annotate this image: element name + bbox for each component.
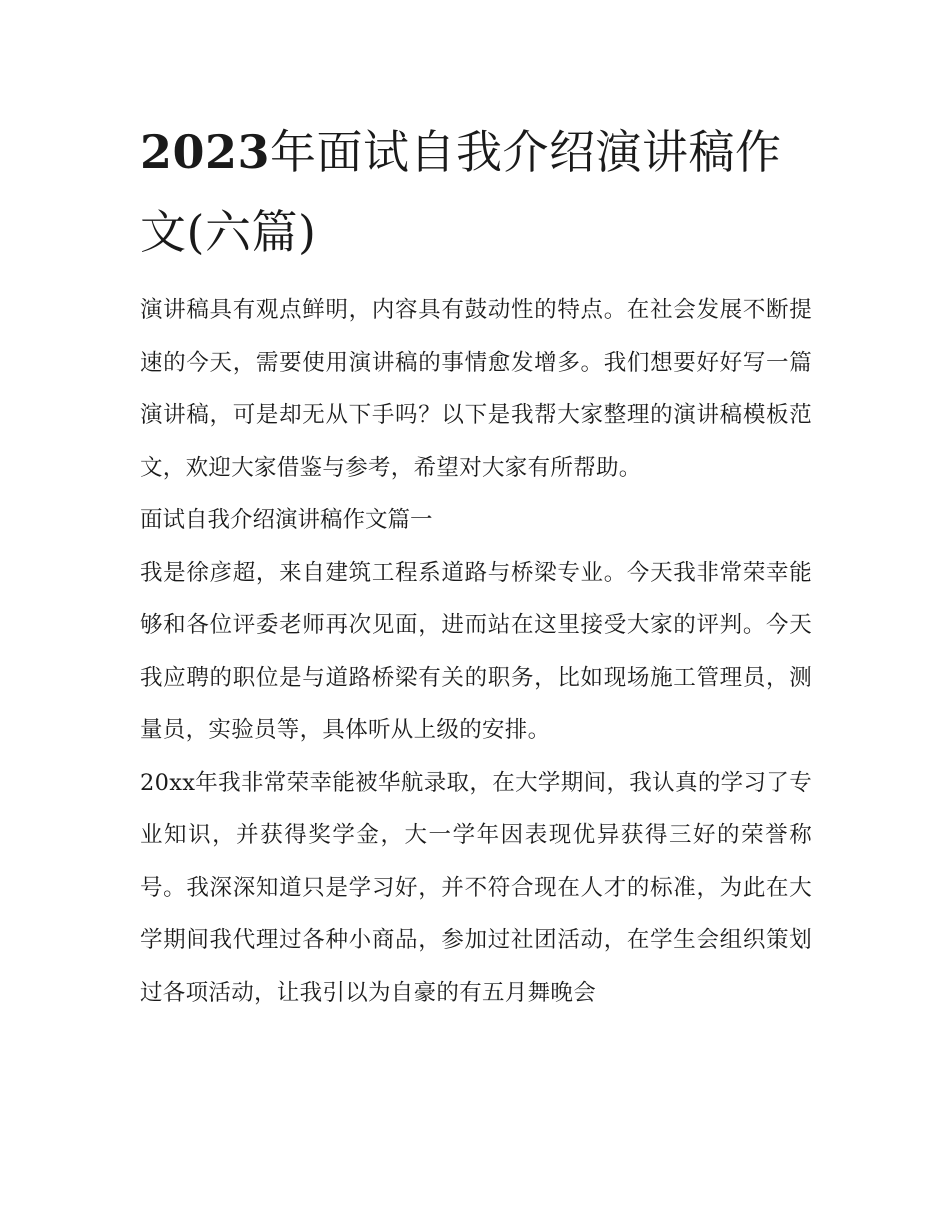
title-text: 年面试自我介绍演讲稿作文(六篇) — [140, 125, 782, 259]
title-year: 2023 — [140, 125, 271, 179]
intro-paragraph: 演讲稿具有观点鲜明，内容具有鼓动性的特点。在社会发展不断提速的今天，需要使用演讲稿的事情愈发增多。我们想要好好写一篇演讲稿，可是却无从下手吗？以下是我帮大家整理的演讲稿模板范文，欢迎大家借鉴与参考，希望对大家有所帮助。 — [140, 297, 812, 481]
body-paragraph-2: 20xx年我非常荣幸能被华航录取，在大学期间，我认真的学习了专业知识，并获得奖学金，大一学年因表现优异获得三好的荣誉称号。我深深知道只是学习好，并不符合现在人才的标准，为此在大学期间我代理过各种小商品，参加过社团活动，在学生会组织策划过各项活动，让我引以为自豪的有五月舞晚会 — [140, 769, 812, 1006]
document-page — [140, 112, 812, 1019]
body-paragraph-1: 我是徐彦超，来自建筑工程系道路与桥梁专业。今天我非常荣幸能够和各位评委老师再次见面，进而站在这里接受大家的评判。今天我应聘的职位是与道路桥梁有关的职务，比如现场施工管理员，测量员，实验员等，具体听从上级的安排。 — [140, 559, 812, 743]
document-title — [140, 112, 812, 272]
section-heading: 面试自我介绍演讲稿作文篇一 — [140, 507, 433, 533]
